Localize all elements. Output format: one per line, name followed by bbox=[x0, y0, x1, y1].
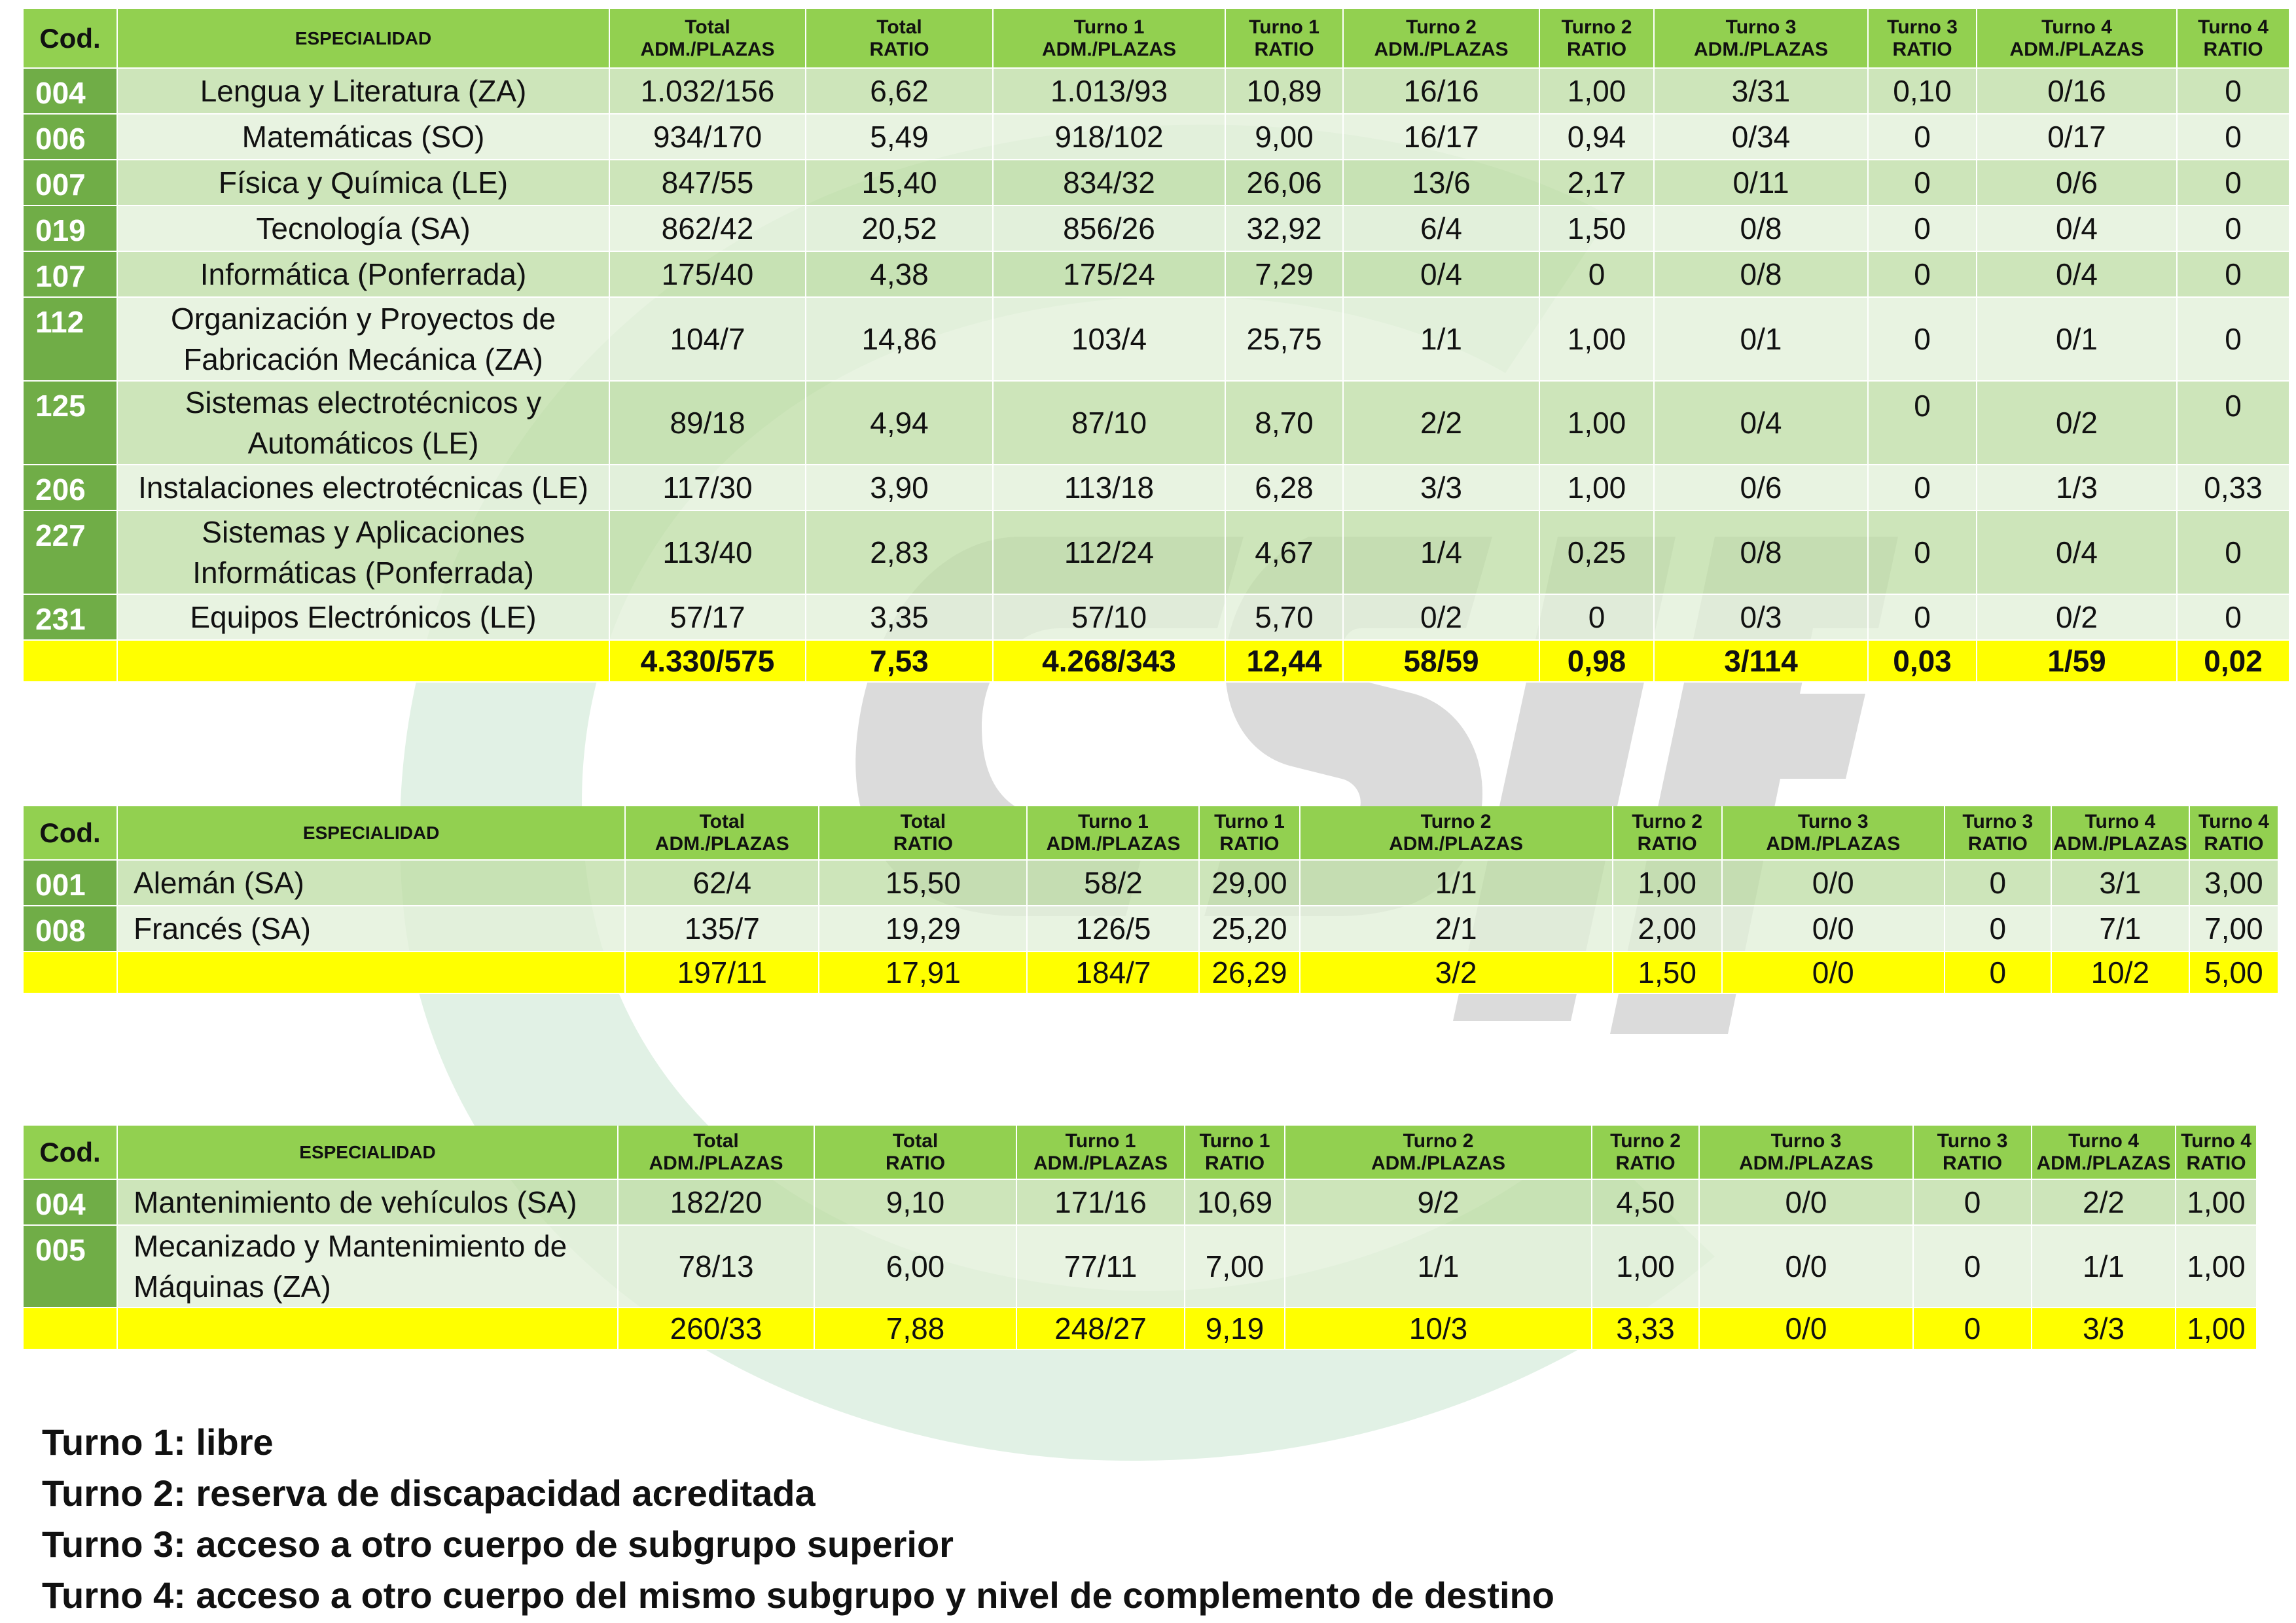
header-cod: Cod. bbox=[24, 806, 117, 860]
cell-cod: 008 bbox=[24, 906, 117, 952]
cell-especialidad: Organización y Proyectos de Fabricación Mecánica (ZA) bbox=[117, 297, 609, 381]
total-t2-adm: 3/2 bbox=[1300, 952, 1613, 993]
cell-t1-ratio: 25,75 bbox=[1225, 297, 1343, 381]
table-general-specialties bbox=[24, 9, 2290, 683]
cell-t1-ratio: 9,00 bbox=[1225, 114, 1343, 160]
header-t4-adm: Turno 4 ADM./PLAZAS bbox=[1977, 9, 2177, 68]
cell-t1-ratio: 29,00 bbox=[1199, 860, 1299, 906]
cell-total-ratio: 20,52 bbox=[806, 205, 993, 251]
cell-especialidad: Informática (Ponferrada) bbox=[117, 251, 609, 297]
cell-t2-adm: 13/6 bbox=[1343, 160, 1539, 205]
table-row bbox=[24, 594, 2289, 640]
cell-t4-ratio: 0 bbox=[2177, 68, 2289, 114]
cell-total-adm: 847/55 bbox=[609, 160, 806, 205]
header-t2-ratio: Turno 2 RATIO bbox=[1592, 1126, 1699, 1179]
cell-t3-adm: 0/0 bbox=[1699, 1179, 1913, 1225]
cell-t3-ratio: 0 bbox=[1868, 465, 1977, 510]
table-row bbox=[24, 160, 2289, 205]
cell-t4-ratio: 0 bbox=[2177, 297, 2289, 381]
cell-t4-adm: 1/3 bbox=[1977, 465, 2177, 510]
cell-cod: 007 bbox=[24, 160, 117, 205]
cell-t3-ratio: 0 bbox=[1868, 114, 1977, 160]
cell-t2-adm: 16/17 bbox=[1343, 114, 1539, 160]
total-t1-adm: 4.268/343 bbox=[993, 640, 1225, 682]
header-t3-adm: Turno 3 ADM./PLAZAS bbox=[1699, 1126, 1913, 1179]
cell-t4-ratio: 1,00 bbox=[2176, 1225, 2257, 1308]
cell-total-adm: 57/17 bbox=[609, 594, 806, 640]
cell-t3-adm: 0/3 bbox=[1654, 594, 1868, 640]
cell-cod: 231 bbox=[24, 594, 117, 640]
cell-t2-ratio: 1,00 bbox=[1539, 297, 1654, 381]
cell-t3-adm: 0/4 bbox=[1654, 381, 1868, 465]
cell-t4-ratio: 0,33 bbox=[2177, 465, 2289, 510]
cell-t3-ratio: 0 bbox=[1945, 860, 2051, 906]
turno-legend bbox=[42, 1417, 1554, 1621]
cell-t3-ratio: 0 bbox=[1868, 251, 1977, 297]
cell-total-ratio: 19,29 bbox=[819, 906, 1027, 952]
legend-turno-1: Turno 1: libre bbox=[42, 1421, 274, 1463]
header-t3-ratio: Turno 3 RATIO bbox=[1945, 806, 2051, 860]
header-t1-ratio: Turno 1 RATIO bbox=[1185, 1126, 1285, 1179]
cell-t4-adm: 0/17 bbox=[1977, 114, 2177, 160]
total-t2-adm: 58/59 bbox=[1343, 640, 1539, 682]
cell-especialidad: Equipos Electrónicos (LE) bbox=[117, 594, 609, 640]
header-t2-adm: Turno 2 ADM./PLAZAS bbox=[1300, 806, 1613, 860]
cell-total-adm: 89/18 bbox=[609, 381, 806, 465]
cell-t1-ratio: 25,20 bbox=[1199, 906, 1299, 952]
header-t4-adm: Turno 4 ADM./PLAZAS bbox=[2032, 1126, 2176, 1179]
total-t2-ratio: 1,50 bbox=[1613, 952, 1722, 993]
cell-total-adm: 182/20 bbox=[618, 1179, 814, 1225]
cell-t1-adm: 918/102 bbox=[993, 114, 1225, 160]
cell-total-ratio: 9,10 bbox=[814, 1179, 1016, 1225]
cell-t3-ratio: 0 bbox=[1868, 594, 1977, 640]
cell-t1-adm: 834/32 bbox=[993, 160, 1225, 205]
cell-total-ratio: 15,40 bbox=[806, 160, 993, 205]
total-t4-adm: 10/2 bbox=[2051, 952, 2189, 993]
cell-t3-adm: 0/34 bbox=[1654, 114, 1868, 160]
cell-t2-ratio: 4,50 bbox=[1592, 1179, 1699, 1225]
total-t3-ratio: 0 bbox=[1945, 952, 2051, 993]
cell-t3-ratio: 0 bbox=[1868, 381, 1977, 465]
header-t1-adm: Turno 1 ADM./PLAZAS bbox=[1027, 806, 1199, 860]
table-header-row bbox=[24, 806, 2278, 860]
header-t2-ratio: Turno 2 RATIO bbox=[1539, 9, 1654, 68]
cell-t1-ratio: 5,70 bbox=[1225, 594, 1343, 640]
total-esp-empty bbox=[117, 1308, 618, 1349]
cell-t2-adm: 16/16 bbox=[1343, 68, 1539, 114]
cell-t1-adm: 113/18 bbox=[993, 465, 1225, 510]
total-cod-empty bbox=[24, 952, 117, 993]
cell-cod: 006 bbox=[24, 114, 117, 160]
cell-especialidad: Sistemas y Aplicaciones Informáticas (Ponferrada) bbox=[117, 510, 609, 594]
total-total-adm: 4.330/575 bbox=[609, 640, 806, 682]
header-total-ratio: Total RATIO bbox=[819, 806, 1027, 860]
cell-t1-adm: 103/4 bbox=[993, 297, 1225, 381]
cell-t2-ratio: 1,00 bbox=[1613, 860, 1722, 906]
total-t3-ratio: 0 bbox=[1913, 1308, 2032, 1349]
cell-t4-ratio: 0 bbox=[2177, 251, 2289, 297]
table-total-row bbox=[24, 640, 2289, 682]
total-t4-ratio: 0,02 bbox=[2177, 640, 2289, 682]
cell-total-ratio: 14,86 bbox=[806, 297, 993, 381]
cell-t2-adm: 6/4 bbox=[1343, 205, 1539, 251]
table-header-row bbox=[24, 9, 2289, 68]
cell-t3-adm: 0/0 bbox=[1722, 906, 1945, 952]
header-cod: Cod. bbox=[24, 9, 117, 68]
cell-t4-ratio: 0 bbox=[2177, 160, 2289, 205]
cell-t4-ratio: 7,00 bbox=[2189, 906, 2278, 952]
cell-total-adm: 113/40 bbox=[609, 510, 806, 594]
header-t2-adm: Turno 2 ADM./PLAZAS bbox=[1343, 9, 1539, 68]
cell-total-adm: 862/42 bbox=[609, 205, 806, 251]
cell-total-ratio: 6,62 bbox=[806, 68, 993, 114]
cell-t3-adm: 0/8 bbox=[1654, 251, 1868, 297]
cell-cod: 107 bbox=[24, 251, 117, 297]
table-language-specialties bbox=[24, 806, 2279, 994]
total-t3-adm: 0/0 bbox=[1722, 952, 1945, 993]
cell-t4-ratio: 0 bbox=[2177, 381, 2289, 465]
cell-t1-adm: 57/10 bbox=[993, 594, 1225, 640]
cell-t2-adm: 1/1 bbox=[1343, 297, 1539, 381]
cell-t3-adm: 3/31 bbox=[1654, 68, 1868, 114]
cell-t3-ratio: 0,10 bbox=[1868, 68, 1977, 114]
header-t3-ratio: Turno 3 RATIO bbox=[1868, 9, 1977, 68]
header-cod: Cod. bbox=[24, 1126, 117, 1179]
header-total-adm: Total ADM./PLAZAS bbox=[625, 806, 819, 860]
cell-t3-ratio: 0 bbox=[1945, 906, 2051, 952]
cell-especialidad: Instalaciones electrotécnicas (LE) bbox=[117, 465, 609, 510]
cell-t3-ratio: 0 bbox=[1868, 205, 1977, 251]
cell-t3-adm: 0/0 bbox=[1722, 860, 1945, 906]
total-t1-ratio: 26,29 bbox=[1199, 952, 1299, 993]
cell-t1-ratio: 6,28 bbox=[1225, 465, 1343, 510]
cell-t2-ratio: 0 bbox=[1539, 594, 1654, 640]
header-total-ratio: Total RATIO bbox=[814, 1126, 1016, 1179]
cell-t3-ratio: 0 bbox=[1868, 297, 1977, 381]
cell-t1-adm: 856/26 bbox=[993, 205, 1225, 251]
cell-t4-adm: 0/4 bbox=[1977, 251, 2177, 297]
table-row bbox=[24, 68, 2289, 114]
cell-total-ratio: 3,90 bbox=[806, 465, 993, 510]
cell-t4-ratio: 3,00 bbox=[2189, 860, 2278, 906]
table-row bbox=[24, 1179, 2257, 1225]
header-t1-ratio: Turno 1 RATIO bbox=[1225, 9, 1343, 68]
cell-t4-adm: 2/2 bbox=[2032, 1179, 2176, 1225]
cell-t2-ratio: 1,00 bbox=[1539, 381, 1654, 465]
cell-t4-adm: 0/16 bbox=[1977, 68, 2177, 114]
total-t1-adm: 248/27 bbox=[1016, 1308, 1185, 1349]
cell-especialidad: Física y Química (LE) bbox=[117, 160, 609, 205]
table-row bbox=[24, 465, 2289, 510]
cell-t4-ratio: 0 bbox=[2177, 594, 2289, 640]
header-especialidad: ESPECIALIDAD bbox=[117, 1126, 618, 1179]
cell-t2-adm: 1/1 bbox=[1300, 860, 1613, 906]
total-t4-adm: 1/59 bbox=[1977, 640, 2177, 682]
cell-t1-adm: 175/24 bbox=[993, 251, 1225, 297]
table-row bbox=[24, 906, 2278, 952]
cell-especialidad: Matemáticas (SO) bbox=[117, 114, 609, 160]
cell-cod: 206 bbox=[24, 465, 117, 510]
total-t3-adm: 0/0 bbox=[1699, 1308, 1913, 1349]
cell-t2-ratio: 1,50 bbox=[1539, 205, 1654, 251]
cell-total-adm: 117/30 bbox=[609, 465, 806, 510]
total-cod-empty bbox=[24, 640, 117, 682]
cell-t4-adm: 0/2 bbox=[1977, 594, 2177, 640]
cell-t2-ratio: 0,25 bbox=[1539, 510, 1654, 594]
cell-t1-ratio: 26,06 bbox=[1225, 160, 1343, 205]
cell-especialidad: Tecnología (SA) bbox=[117, 205, 609, 251]
cell-t4-ratio: 0 bbox=[2177, 114, 2289, 160]
cell-cod: 005 bbox=[24, 1225, 117, 1308]
cell-t1-ratio: 7,29 bbox=[1225, 251, 1343, 297]
total-t3-ratio: 0,03 bbox=[1868, 640, 1977, 682]
cell-t4-ratio: 1,00 bbox=[2176, 1179, 2257, 1225]
cell-t1-adm: 58/2 bbox=[1027, 860, 1199, 906]
cell-t3-adm: 0/0 bbox=[1699, 1225, 1913, 1308]
header-t4-ratio: Turno 4 RATIO bbox=[2177, 9, 2289, 68]
cell-total-adm: 934/170 bbox=[609, 114, 806, 160]
total-t2-ratio: 0,98 bbox=[1539, 640, 1654, 682]
header-t4-ratio: Turno 4 RATIO bbox=[2176, 1126, 2257, 1179]
cell-t4-adm: 0/1 bbox=[1977, 297, 2177, 381]
cell-especialidad: Alemán (SA) bbox=[117, 860, 625, 906]
cell-t2-adm: 3/3 bbox=[1343, 465, 1539, 510]
table-technical-specialties bbox=[24, 1126, 2257, 1350]
table-row bbox=[24, 510, 2289, 594]
cell-t1-adm: 126/5 bbox=[1027, 906, 1199, 952]
header-especialidad: ESPECIALIDAD bbox=[117, 806, 625, 860]
header-total-adm: Total ADM./PLAZAS bbox=[609, 9, 806, 68]
header-t1-adm: Turno 1 ADM./PLAZAS bbox=[993, 9, 1225, 68]
header-especialidad: ESPECIALIDAD bbox=[117, 9, 609, 68]
header-total-adm: Total ADM./PLAZAS bbox=[618, 1126, 814, 1179]
cell-t1-adm: 112/24 bbox=[993, 510, 1225, 594]
table-row bbox=[24, 251, 2289, 297]
total-esp-empty bbox=[117, 640, 609, 682]
cell-t3-ratio: 0 bbox=[1868, 160, 1977, 205]
total-t2-ratio: 3,33 bbox=[1592, 1308, 1699, 1349]
cell-t4-ratio: 0 bbox=[2177, 205, 2289, 251]
cell-t3-adm: 0/8 bbox=[1654, 205, 1868, 251]
cell-t4-adm: 7/1 bbox=[2051, 906, 2189, 952]
cell-t4-adm: 0/4 bbox=[1977, 205, 2177, 251]
total-t4-ratio: 1,00 bbox=[2176, 1308, 2257, 1349]
total-t4-adm: 3/3 bbox=[2032, 1308, 2176, 1349]
cell-especialidad: Mecanizado y Mantenimiento de Máquinas (ZA) bbox=[117, 1225, 618, 1308]
cell-t2-ratio: 0,94 bbox=[1539, 114, 1654, 160]
cell-t3-adm: 0/6 bbox=[1654, 465, 1868, 510]
table-row bbox=[24, 297, 2289, 381]
total-t2-adm: 10/3 bbox=[1285, 1308, 1592, 1349]
header-total-ratio: Total RATIO bbox=[806, 9, 993, 68]
header-t3-ratio: Turno 3 RATIO bbox=[1913, 1126, 2032, 1179]
cell-total-ratio: 4,94 bbox=[806, 381, 993, 465]
cell-total-adm: 62/4 bbox=[625, 860, 819, 906]
header-t1-adm: Turno 1 ADM./PLAZAS bbox=[1016, 1126, 1185, 1179]
cell-t2-ratio: 1,00 bbox=[1592, 1225, 1699, 1308]
cell-t2-adm: 9/2 bbox=[1285, 1179, 1592, 1225]
cell-total-adm: 175/40 bbox=[609, 251, 806, 297]
total-total-ratio: 7,53 bbox=[806, 640, 993, 682]
cell-t4-adm: 0/2 bbox=[1977, 381, 2177, 465]
cell-cod: 001 bbox=[24, 860, 117, 906]
cell-t4-ratio: 0 bbox=[2177, 510, 2289, 594]
cell-t1-adm: 171/16 bbox=[1016, 1179, 1185, 1225]
cell-t1-ratio: 4,67 bbox=[1225, 510, 1343, 594]
cell-t2-ratio: 2,17 bbox=[1539, 160, 1654, 205]
legend-turno-2: Turno 2: reserva de discapacidad acreditada bbox=[42, 1472, 816, 1514]
cell-cod: 227 bbox=[24, 510, 117, 594]
header-t4-adm: Turno 4 ADM./PLAZAS bbox=[2051, 806, 2189, 860]
total-t1-ratio: 9,19 bbox=[1185, 1308, 1285, 1349]
table-row bbox=[24, 114, 2289, 160]
table-row bbox=[24, 1225, 2257, 1308]
cell-cod: 112 bbox=[24, 297, 117, 381]
cell-total-ratio: 6,00 bbox=[814, 1225, 1016, 1308]
table-row bbox=[24, 381, 2289, 465]
legend-turno-3: Turno 3: acceso a otro cuerpo de subgrupo superior bbox=[42, 1524, 954, 1565]
table-header-row bbox=[24, 1126, 2257, 1179]
table-row bbox=[24, 205, 2289, 251]
cell-t1-ratio: 32,92 bbox=[1225, 205, 1343, 251]
table-total-row bbox=[24, 1308, 2257, 1349]
total-cod-empty bbox=[24, 1308, 117, 1349]
cell-cod: 019 bbox=[24, 205, 117, 251]
cell-t2-adm: 0/4 bbox=[1343, 251, 1539, 297]
cell-t1-ratio: 7,00 bbox=[1185, 1225, 1285, 1308]
cell-t3-adm: 0/1 bbox=[1654, 297, 1868, 381]
header-t2-adm: Turno 2 ADM./PLAZAS bbox=[1285, 1126, 1592, 1179]
cell-t2-ratio: 1,00 bbox=[1539, 465, 1654, 510]
header-t2-ratio: Turno 2 RATIO bbox=[1613, 806, 1722, 860]
cell-t3-adm: 0/8 bbox=[1654, 510, 1868, 594]
cell-t2-ratio: 0 bbox=[1539, 251, 1654, 297]
table-total-row bbox=[24, 952, 2278, 993]
cell-total-adm: 78/13 bbox=[618, 1225, 814, 1308]
cell-t4-adm: 1/1 bbox=[2032, 1225, 2176, 1308]
cell-total-adm: 104/7 bbox=[609, 297, 806, 381]
cell-t3-ratio: 0 bbox=[1868, 510, 1977, 594]
cell-t3-adm: 0/11 bbox=[1654, 160, 1868, 205]
cell-t4-adm: 0/4 bbox=[1977, 510, 2177, 594]
cell-t2-adm: 2/2 bbox=[1343, 381, 1539, 465]
total-total-ratio: 17,91 bbox=[819, 952, 1027, 993]
cell-t2-adm: 2/1 bbox=[1300, 906, 1613, 952]
cell-t2-adm: 1/1 bbox=[1285, 1225, 1592, 1308]
header-t1-ratio: Turno 1 RATIO bbox=[1199, 806, 1299, 860]
cell-total-ratio: 4,38 bbox=[806, 251, 993, 297]
cell-total-ratio: 15,50 bbox=[819, 860, 1027, 906]
cell-t1-ratio: 8,70 bbox=[1225, 381, 1343, 465]
cell-especialidad: Lengua y Literatura (ZA) bbox=[117, 68, 609, 114]
cell-t3-ratio: 0 bbox=[1913, 1225, 2032, 1308]
total-total-adm: 197/11 bbox=[625, 952, 819, 993]
cell-cod: 125 bbox=[24, 381, 117, 465]
cell-total-ratio: 3,35 bbox=[806, 594, 993, 640]
cell-total-ratio: 2,83 bbox=[806, 510, 993, 594]
cell-t1-adm: 1.013/93 bbox=[993, 68, 1225, 114]
cell-especialidad: Sistemas electrotécnicos y Automáticos (LE) bbox=[117, 381, 609, 465]
cell-t2-ratio: 2,00 bbox=[1613, 906, 1722, 952]
total-t1-ratio: 12,44 bbox=[1225, 640, 1343, 682]
total-esp-empty bbox=[117, 952, 625, 993]
cell-t4-adm: 3/1 bbox=[2051, 860, 2189, 906]
cell-especialidad: Mantenimiento de vehículos (SA) bbox=[117, 1179, 618, 1225]
total-total-adm: 260/33 bbox=[618, 1308, 814, 1349]
cell-t2-ratio: 1,00 bbox=[1539, 68, 1654, 114]
cell-especialidad: Francés (SA) bbox=[117, 906, 625, 952]
cell-t4-adm: 0/6 bbox=[1977, 160, 2177, 205]
header-t3-adm: Turno 3 ADM./PLAZAS bbox=[1654, 9, 1868, 68]
cell-t1-ratio: 10,89 bbox=[1225, 68, 1343, 114]
total-t4-ratio: 5,00 bbox=[2189, 952, 2278, 993]
cell-total-ratio: 5,49 bbox=[806, 114, 993, 160]
header-t3-adm: Turno 3 ADM./PLAZAS bbox=[1722, 806, 1945, 860]
cell-t2-adm: 0/2 bbox=[1343, 594, 1539, 640]
cell-cod: 004 bbox=[24, 68, 117, 114]
cell-t3-ratio: 0 bbox=[1913, 1179, 2032, 1225]
cell-t1-adm: 77/11 bbox=[1016, 1225, 1185, 1308]
cell-total-adm: 135/7 bbox=[625, 906, 819, 952]
cell-t1-ratio: 10,69 bbox=[1185, 1179, 1285, 1225]
cell-t2-adm: 1/4 bbox=[1343, 510, 1539, 594]
total-t1-adm: 184/7 bbox=[1027, 952, 1199, 993]
table-row bbox=[24, 860, 2278, 906]
total-total-ratio: 7,88 bbox=[814, 1308, 1016, 1349]
legend-turno-4: Turno 4: acceso a otro cuerpo del mismo subgrupo y nivel de complemento de destino bbox=[42, 1575, 1554, 1616]
total-t3-adm: 3/114 bbox=[1654, 640, 1868, 682]
cell-t1-adm: 87/10 bbox=[993, 381, 1225, 465]
cell-total-adm: 1.032/156 bbox=[609, 68, 806, 114]
header-t4-ratio: Turno 4 RATIO bbox=[2189, 806, 2278, 860]
cell-cod: 004 bbox=[24, 1179, 117, 1225]
